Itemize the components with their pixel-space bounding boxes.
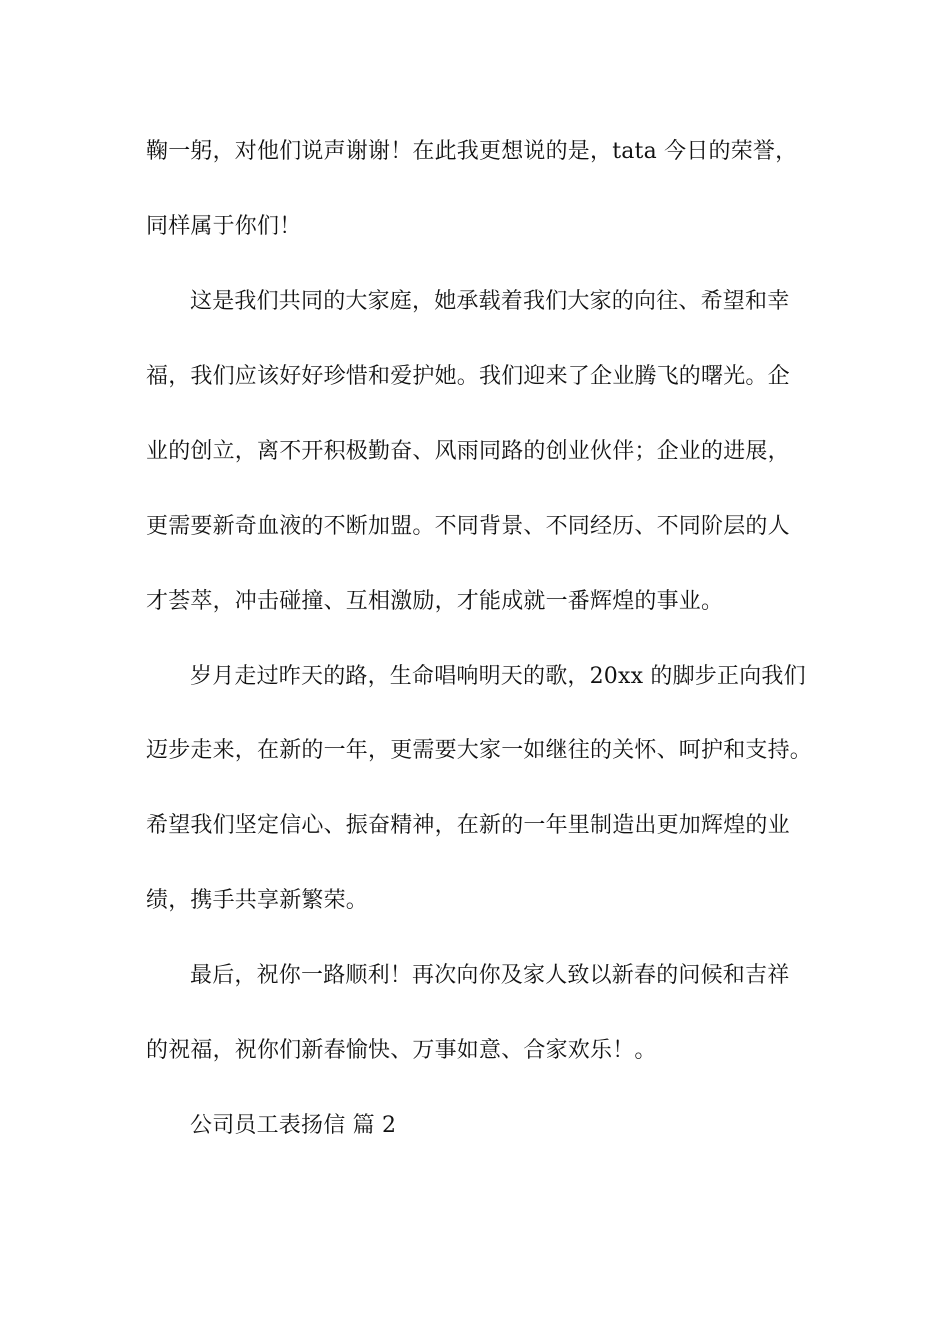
text-line: 才荟萃，冲击碰撞、互相激励，才能成就一番辉煌的事业。: [146, 589, 724, 614]
text-line: 希望我们坚定信心、振奋精神，在新的一年里制造出更加辉煌的业: [146, 813, 790, 838]
text-line: 迈步走来，在新的一年，更需要大家一如继往的关怀、呵护和支持。: [146, 738, 813, 763]
text-line: 福，我们应该好好珍惜和爱护她。我们迎来了企业腾飞的曙光。企: [146, 364, 790, 389]
paragraph-start-line: 这是我们共同的大家庭，她承载着我们大家的向往、希望和幸: [190, 289, 790, 314]
section-heading: 公司员工表扬信 篇 2: [190, 1113, 397, 1138]
paragraph-start-line: 最后，祝你一路顺利！再次向你及家人致以新春的问候和吉祥: [190, 963, 790, 988]
text-line: 更需要新奇血液的不断加盟。不同背景、不同经历、不同阶层的人: [146, 514, 790, 539]
text-line: 鞠一躬，对他们说声谢谢！在此我更想说的是，tata 今日的荣誉，: [146, 139, 798, 164]
text-line: 同样属于你们！: [146, 214, 302, 239]
text-line: 业的创立，离不开积极勤奋、风雨同路的创业伙伴；企业的进展，: [146, 439, 790, 464]
paragraph-start-line: 岁月走过昨天的路，生命唱响明天的歌，20xx 的脚步正向我们: [190, 664, 806, 689]
text-line: 绩，携手共享新繁荣。: [146, 888, 369, 913]
text-line: 的祝福，祝你们新春愉快、万事如意、合家欢乐！。: [146, 1038, 657, 1063]
